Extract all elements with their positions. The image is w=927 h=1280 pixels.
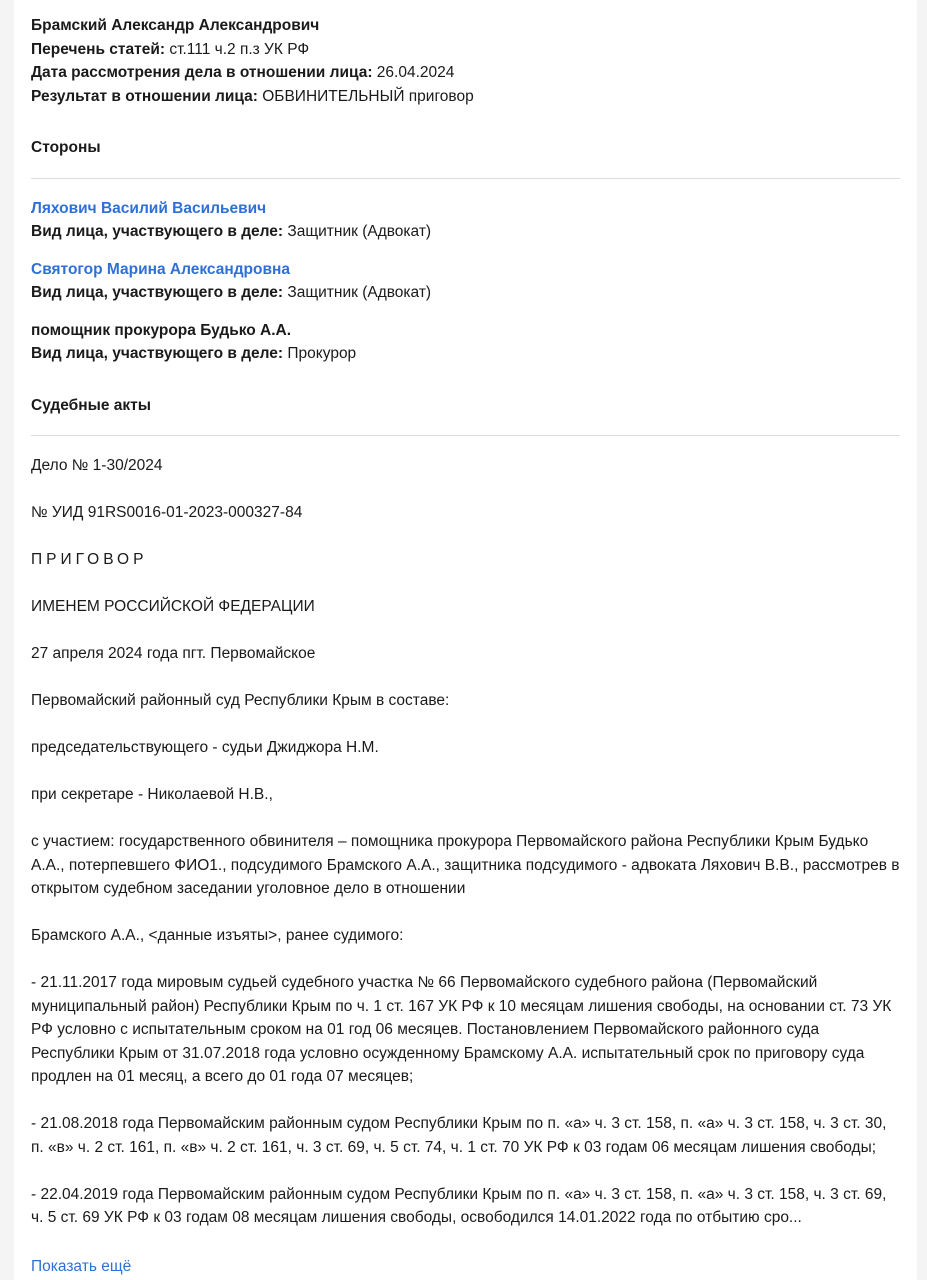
party-item — [31, 258, 900, 305]
party-role-value: Защитник (Адвокат) — [287, 284, 432, 301]
acts-divider — [31, 435, 900, 436]
acts-title: Судебные акты — [31, 396, 151, 414]
act-paragraph: председательствующего - судьи Джиджора Н.М. — [31, 739, 379, 756]
date-value: 26.04.2024 — [376, 64, 455, 81]
date-row — [31, 61, 900, 85]
party-role-label: Вид лица, участвующего в деле: — [31, 284, 284, 301]
result-value: ОБВИНИТЕЛЬНЫЙ приговор — [262, 87, 474, 105]
act-paragraph: - 21.11.2017 года мировым судьей судебного участка № 66 Первомайского судебного района (Первомайский муниципальный район) Республики Крым по ч. 1 ст. 167 УК РФ к 10 месяцам лишения свободы, на основании ст. 73 УК РФ условно с испытательным сроком на 01 год 06 месяцев. Постановлением Первомайского районного суда Республики Крым от 31.07.2018 года условно осужденному Брамскому А.А. испытательный срок по приговору суда продлен на 01 месяц, а всего до 01 года 07 месяцев; — [31, 974, 892, 1085]
court-act-text — [31, 454, 900, 1230]
act-paragraph: 27 апреля 2024 года пгт. Первомайское — [31, 645, 316, 662]
case-card — [14, 0, 917, 1280]
party-name: помощник прокурора Будько А.А. — [31, 321, 292, 339]
articles-row — [31, 38, 900, 62]
articles-value: ст.111 ч.2 п.з УК РФ — [169, 40, 310, 58]
act-paragraph: Брамского А.А., <данные изъяты>, ранее судимого: — [31, 927, 404, 944]
articles-label: Перечень статей: — [31, 40, 166, 58]
party-role-label: Вид лица, участвующего в деле: — [31, 223, 284, 240]
act-paragraph: ИМЕНЕМ РОССИЙСКОЙ ФЕДЕРАЦИИ — [31, 598, 315, 615]
act-paragraph: ПРИГОВОР — [31, 551, 148, 568]
act-paragraph: с участием: государственного обвинителя – помощника прокурора Первомайского района Республики Крым Будько А.А., потерпевшего ФИО1., подсудимого Брамского А.А., защитника подсудимого - адвоката Ляхович В.В., рассмотрев в открытом судебном заседании уголовное дело в отношении — [31, 833, 900, 897]
result-row — [31, 85, 900, 109]
party-role-value: Прокурор — [287, 345, 357, 362]
act-paragraph: - 22.04.2019 года Первомайским районным судом Республики Крым по п. «а» ч. 3 ст. 158, п. «а» ч. 3 ст. 158, ч. 3 ст. 69, ч. 5 ст. 69 УК РФ к 03 годам 08 месяцам лишения свободы, освободился 14.01.2022 года по отбытию сро... — [31, 1185, 887, 1226]
act-paragraph: Дело № 1-30/2024 — [31, 457, 163, 474]
party-role-label: Вид лица, участвующего в деле: — [31, 345, 284, 362]
party-item — [31, 319, 900, 366]
person-name: Брамский Александр Александрович — [31, 17, 320, 34]
party-role-value: Защитник (Адвокат) — [287, 223, 432, 240]
act-paragraph: Первомайский районный суд Республики Крым в составе: — [31, 692, 450, 709]
parties-divider — [31, 178, 900, 179]
date-label: Дата рассмотрения дела в отношении лица: — [31, 64, 373, 81]
party-item — [31, 197, 900, 244]
act-paragraph: при секретаре - Николаевой Н.В., — [31, 786, 273, 803]
party-name-link[interactable]: Святогор Марина Александровна — [31, 260, 291, 278]
act-paragraph: - 21.08.2018 года Первомайским районным судом Республики Крым по п. «а» ч. 3 ст. 158, п. «а» ч. 3 ст. 158, ч. 3 ст. 30, п. «в» ч. 2 ст. 161, п. «в» ч. 2 ст. 161, ч. 3 ст. 69, ч. 5 ст. 74, ч. 1 ст. 70 УК РФ к 03 годам 06 месяцам лишения свободы; — [31, 1115, 887, 1156]
parties-title: Стороны — [31, 139, 101, 156]
result-label: Результат в отношении лица: — [31, 87, 258, 105]
act-paragraph: № УИД 91RS0016-01-2023-000327-84 — [31, 504, 303, 521]
show-more-link[interactable]: Показать ещё — [31, 1258, 132, 1275]
party-name-link[interactable]: Ляхович Василий Васильевич — [31, 199, 267, 217]
